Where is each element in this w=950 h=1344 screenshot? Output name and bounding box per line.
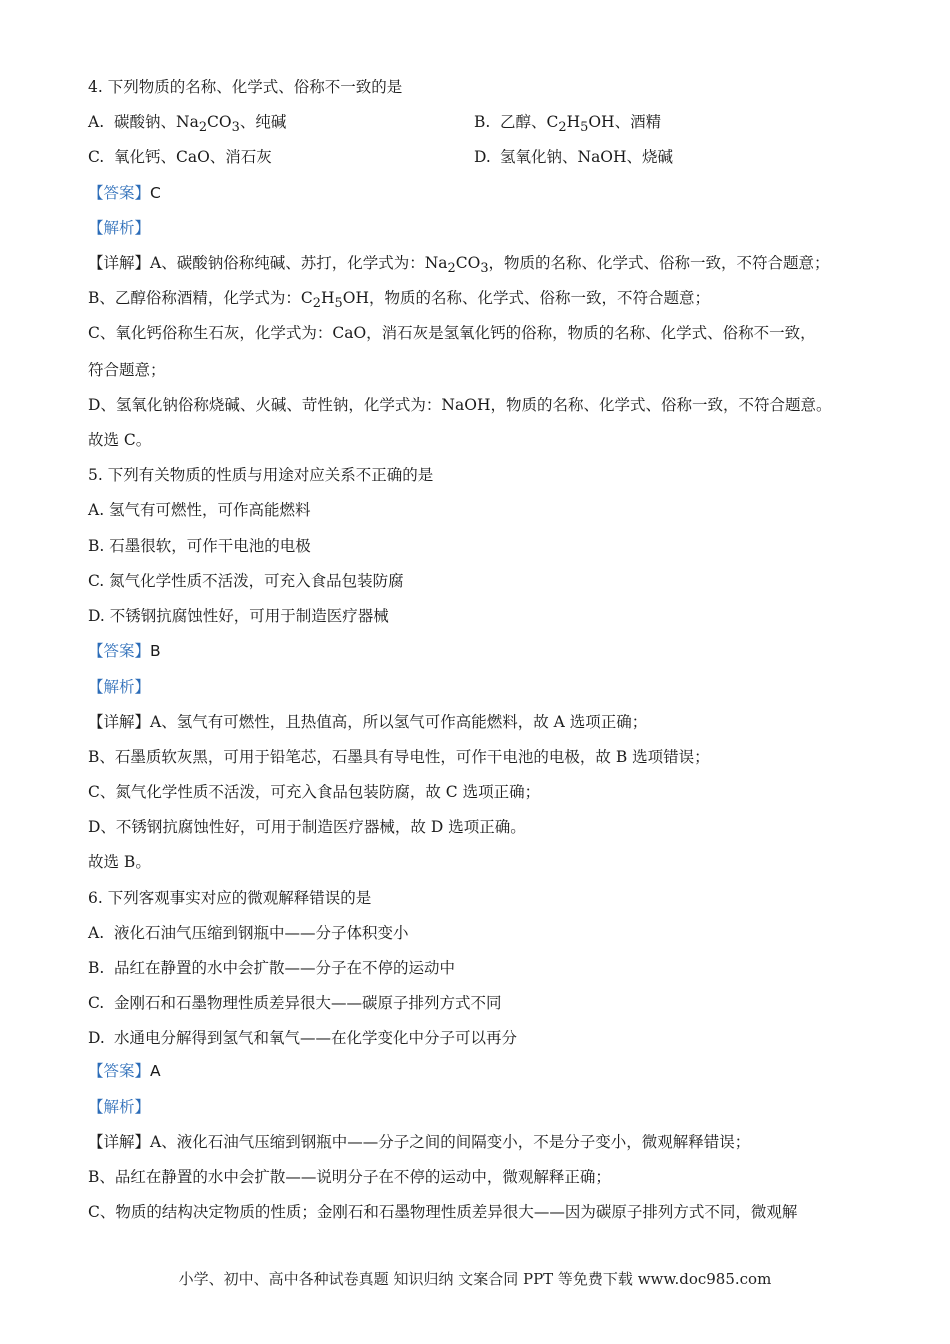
q5-detail-a: 【详解】A、氢气有可燃性，且热值高，所以氢气可作高能燃料，故 A 选项正确； — [88, 713, 648, 731]
q5-detail-c: C、氮气化学性质不活泼，可充入食品包装防腐，故 C 选项正确； — [88, 783, 541, 801]
q4-detail-d: D、氢氧化钠俗称烧碱、火碱、苛性钠，化学式为：NaOH，物质的名称、化学式、俗称一致，不符合题意。 — [88, 396, 832, 414]
q4-answer: 【答案】C — [88, 184, 161, 202]
q5-detail-b: B、石墨质软灰黑，可用于铅笔芯，石墨具有导电性，可作干电池的电极，故 B 选项错误； — [88, 748, 710, 766]
q6-detail-c: C、物质的结构决定物质的性质；金刚石和石墨物理性质差异很大——因为碳原子排列方式不同，微观解 — [88, 1203, 798, 1221]
q5-option-c: C. 氮气化学性质不活泼，可充入食品包装防腐 — [88, 572, 404, 590]
q6-option-d: D. 水通电分解得到氢气和氧气——在化学变化中分子可以再分 — [88, 1029, 518, 1047]
q4-detail-c-line1: C、氧化钙俗称生石灰，化学式为：CaO，消石灰是氢氧化钙的俗称，物质的名称、化学式、俗称不一致， — [88, 324, 816, 342]
q6-stem: 6. 下列客观事实对应的微观解释错误的是 — [88, 889, 372, 907]
q5-conclusion: 故选 B。 — [88, 853, 151, 871]
q4-analysis-tag: 【解析】 — [88, 219, 151, 237]
q6-detail-a: 【详解】A、液化石油气压缩到钢瓶中——分子之间的间隔变小，不是分子变小，微观解释错误； — [88, 1133, 751, 1151]
q4-option-a: A. 碳酸钠、$Na_2CO_3$、纯碱 — [88, 113, 287, 136]
q4-option-d: D. 氢氧化钠、NaOH、烧碱 — [474, 148, 674, 166]
q5-detail-d: D、不锈钢抗腐蚀性好，可用于制造医疗器械，故 D 选项正确。 — [88, 818, 526, 836]
page-footer[interactable]: 小学、初中、高中各种试卷真题 知识归纳 文案合同 PPT 等免费下载 www.doc985.com — [178, 1270, 772, 1288]
q4-detail-c-line2: 符合题意； — [88, 361, 166, 379]
q6-answer: 【答案】A — [88, 1062, 161, 1080]
q5-answer: 【答案】B — [88, 642, 161, 660]
q5-option-d: D. 不锈钢抗腐蚀性好，可用于制造医疗器械 — [88, 607, 389, 625]
q4-conclusion: 故选 C。 — [88, 431, 152, 449]
q5-stem: 5. 下列有关物质的性质与用途对应关系不正确的是 — [88, 466, 434, 484]
q5-analysis-tag: 【解析】 — [88, 678, 151, 696]
q4-detail-a: 【详解】A、碳酸钠俗称纯碱、苏打，化学式为：$Na_2CO_3$，物质的名称、化学式、俗称一致，不符合题意； — [88, 254, 830, 277]
q6-option-b: B. 品红在静置的水中会扩散——分子在不停的运动中 — [88, 959, 456, 977]
q4-detail-b: B、乙醇俗称酒精，化学式为：$C_2H_5OH$，物质的名称、化学式、俗称一致，不符合题意； — [88, 289, 710, 312]
q6-detail-b: B、品红在静置的水中会扩散——说明分子在不停的运动中，微观解释正确； — [88, 1168, 611, 1186]
q6-option-c: C. 金刚石和石墨物理性质差异很大——碳原子排列方式不同 — [88, 994, 502, 1012]
q5-option-b: B. 石墨很软，可作干电池的电极 — [88, 537, 311, 555]
q4-option-b: B. 乙醇、$C_2H_5OH$、酒精 — [474, 113, 662, 136]
q4-stem: 4. 下列物质的名称、化学式、俗称不一致的是 — [88, 78, 403, 96]
q6-analysis-tag: 【解析】 — [88, 1098, 151, 1116]
q5-option-a: A. 氢气有可燃性，可作高能燃料 — [88, 501, 311, 519]
q4-option-c: C. 氧化钙、CaO、消石灰 — [88, 148, 272, 166]
q6-option-a: A. 液化石油气压缩到钢瓶中——分子体积变小 — [88, 924, 409, 942]
